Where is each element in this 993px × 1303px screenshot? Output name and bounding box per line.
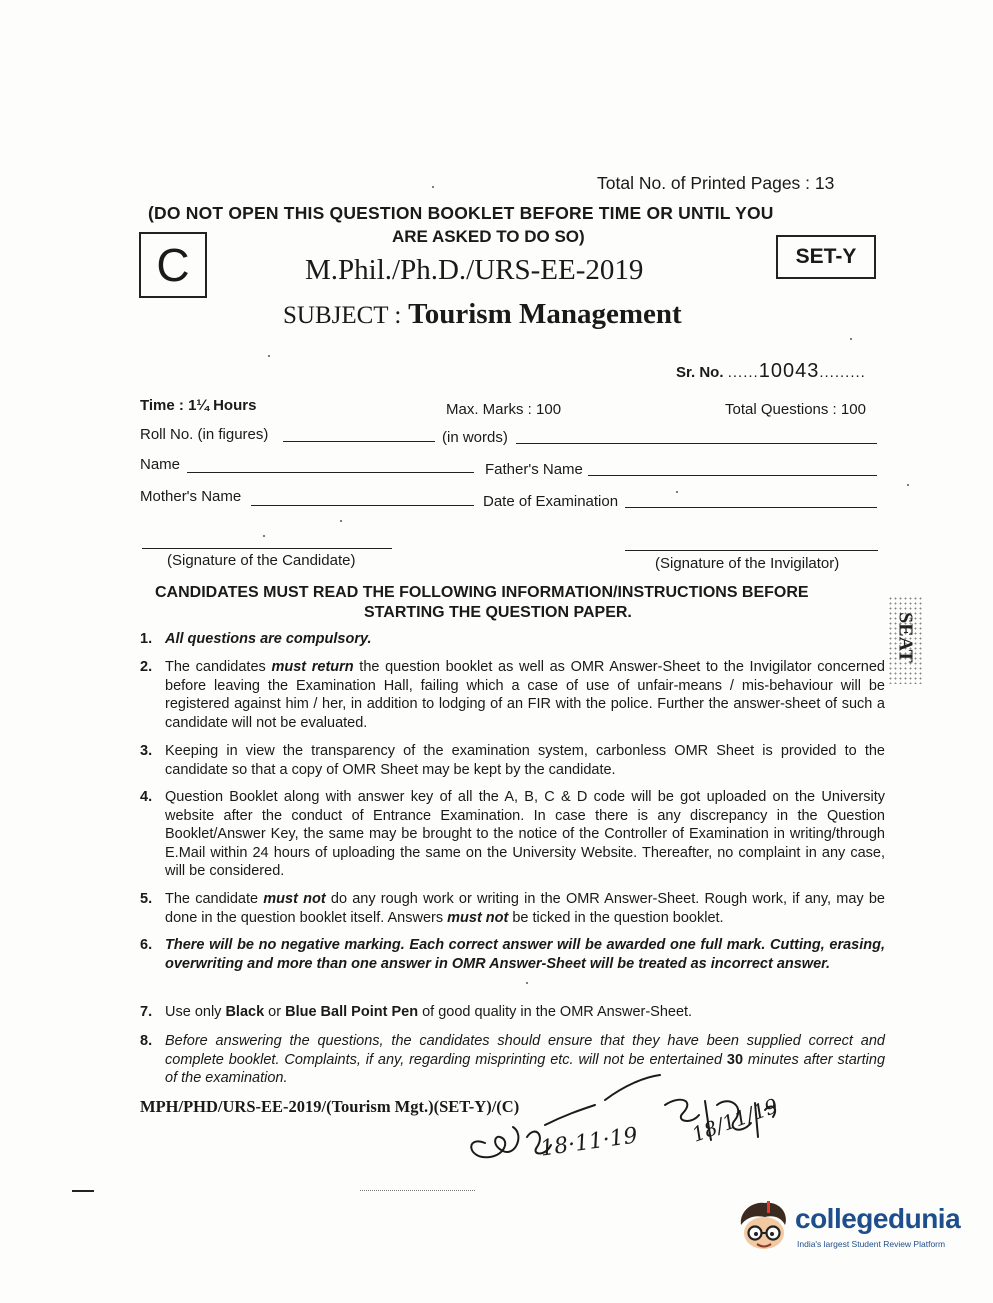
- exam-title: M.Phil./Ph.D./URS-EE-2019: [305, 254, 644, 286]
- mothers-name-field[interactable]: [251, 493, 474, 506]
- total-pages-text: Total No. of Printed Pages : 13: [597, 173, 835, 193]
- instruction-text: Keeping in view the transparency of the examination system, carbonless OMR Sheet is provided to the candidate so that a copy of OMR Sheet may be kept by the candidate.: [165, 743, 885, 778]
- name-field[interactable]: [187, 460, 474, 473]
- instruction-number: 6.: [140, 937, 153, 953]
- side-stamp-text: SEAT: [894, 612, 917, 663]
- roll-figures-field[interactable]: [283, 429, 435, 442]
- instruction-text: The candidates must return the question booklet as well as OMR Answer-Sheet to the Invigilator concerned before leaving the Examination Hall, failing which a case of use of unfair-means / mis-behaviour will be registered against him / her, in addition to lodging of an FIR with the police. Further the answer-sheet of such a candidate will not be evaluated.: [165, 659, 885, 731]
- instruction-number: 5.: [140, 891, 153, 907]
- time-text: Time : 1¼ Hours: [140, 397, 257, 414]
- serial-number: 10043: [758, 360, 820, 382]
- mascot-icon: [735, 1199, 793, 1257]
- mothers-name-label: Mother's Name: [140, 488, 242, 505]
- instruction-item-4: [140, 788, 885, 881]
- roll-figures-label: Roll No. (in figures): [140, 426, 269, 443]
- date-of-exam-label: Date of Examination: [483, 493, 619, 510]
- instruction-number: 1.: [140, 631, 153, 647]
- scan-dotted-line: [360, 1190, 475, 1191]
- instruction-item-6: [140, 936, 885, 973]
- instruction-text: There will be no negative marking. Each correct answer will be awarded one full mark. Cutting, erasing, overwriting and more than one answer in OMR Answer-Sheet will be treated as incorrect answer.: [165, 937, 885, 972]
- candidate-signature-label: (Signature of the Candidate): [167, 552, 356, 569]
- footer-code: MPH/PHD/URS-EE-2019/(Tourism Mgt.)(SET-Y)/(C): [140, 1097, 520, 1116]
- instruction-item-2: [140, 658, 885, 732]
- instruction-number: 3.: [140, 743, 153, 759]
- instructions-heading-2: STARTING THE QUESTION PAPER.: [364, 604, 632, 621]
- instruction-text: Use only Black or Blue Ball Point Pen of good quality in the OMR Answer-Sheet.: [165, 1004, 693, 1020]
- roll-words-label: (in words): [442, 429, 508, 446]
- booklet-code-box: [139, 232, 207, 298]
- warning-line-1: (DO NOT OPEN THIS QUESTION BOOKLET BEFORE TIME OR UNTIL YOU: [148, 203, 774, 223]
- fathers-name-label: Father's Name: [485, 461, 583, 478]
- total-questions-text: Total Questions : 100: [725, 401, 866, 418]
- candidate-signature-line[interactable]: [142, 538, 392, 549]
- instruction-item-7: [140, 1003, 885, 1022]
- booklet-code: C: [156, 239, 190, 291]
- name-label: Name: [140, 456, 181, 473]
- instruction-item-5: [140, 890, 885, 927]
- instruction-text: Question Booklet along with answer key of all the A, B, C & D code will be got uploaded on the University website after the conduct of Entrance Examination. In case there is any discrepancy in the Question Booklet/Answer Key, the same may be brought to the notice of the Controller of Examination in writing/through E.Mail within 24 hours of uploading the same on the University Website. Thereafter, no complaint in any case, will be considered.: [165, 789, 885, 879]
- invigilator-signature-label: (Signature of the Invigilator): [655, 555, 840, 572]
- watermark-tagline: India's largest Student Review Platform: [797, 1239, 946, 1249]
- side-stamp: [888, 596, 922, 684]
- serial-number-line: Sr. No. ......10043.........: [676, 360, 866, 382]
- date-of-exam-field[interactable]: [625, 495, 877, 508]
- watermark-brand: collegedunia: [795, 1203, 961, 1234]
- scan-dash: [72, 1190, 94, 1192]
- subject-name: Tourism Management: [408, 298, 682, 330]
- serial-label: Sr. No.: [676, 364, 724, 381]
- instruction-text: All questions are compulsory.: [165, 631, 372, 647]
- roll-words-field[interactable]: [516, 431, 877, 444]
- handwritten-date-1: 18·11·19: [538, 1123, 640, 1162]
- instruction-number: 2.: [140, 659, 153, 675]
- handwritten-date-2: 18/11/19: [688, 1093, 782, 1147]
- warning-line-2: ARE ASKED TO DO SO): [392, 227, 585, 246]
- instruction-item-3: [140, 742, 885, 779]
- max-marks-text: Max. Marks : 100: [446, 401, 562, 418]
- subject-label: SUBJECT :: [283, 302, 402, 329]
- instruction-number: 7.: [140, 1004, 153, 1020]
- instruction-item-1: [140, 630, 885, 649]
- instruction-number: 4.: [140, 789, 153, 805]
- subject-line: [283, 298, 682, 331]
- set-box: [776, 235, 876, 279]
- instruction-number: 8.: [140, 1033, 153, 1049]
- invigilator-signature-line[interactable]: [625, 540, 878, 551]
- instructions-heading-1: CANDIDATES MUST READ THE FOLLOWING INFORMATION/INSTRUCTIONS BEFORE: [155, 584, 809, 601]
- watermark: [735, 1195, 960, 1265]
- instruction-text: Before answering the questions, the candidates should ensure that they have been supplied correct and complete booklet. Complaints, if any, regarding misprinting etc. will not be entertained 30 minutes after starting of the examination.: [165, 1033, 886, 1086]
- set-label: SET-Y: [795, 245, 857, 268]
- fathers-name-field[interactable]: [588, 463, 877, 476]
- instruction-text: The candidate must not do any rough work or writing in the OMR Answer-Sheet. Rough work, if any, may be done in the question booklet itself. Answers must not be ticked in the question booklet.: [165, 891, 885, 926]
